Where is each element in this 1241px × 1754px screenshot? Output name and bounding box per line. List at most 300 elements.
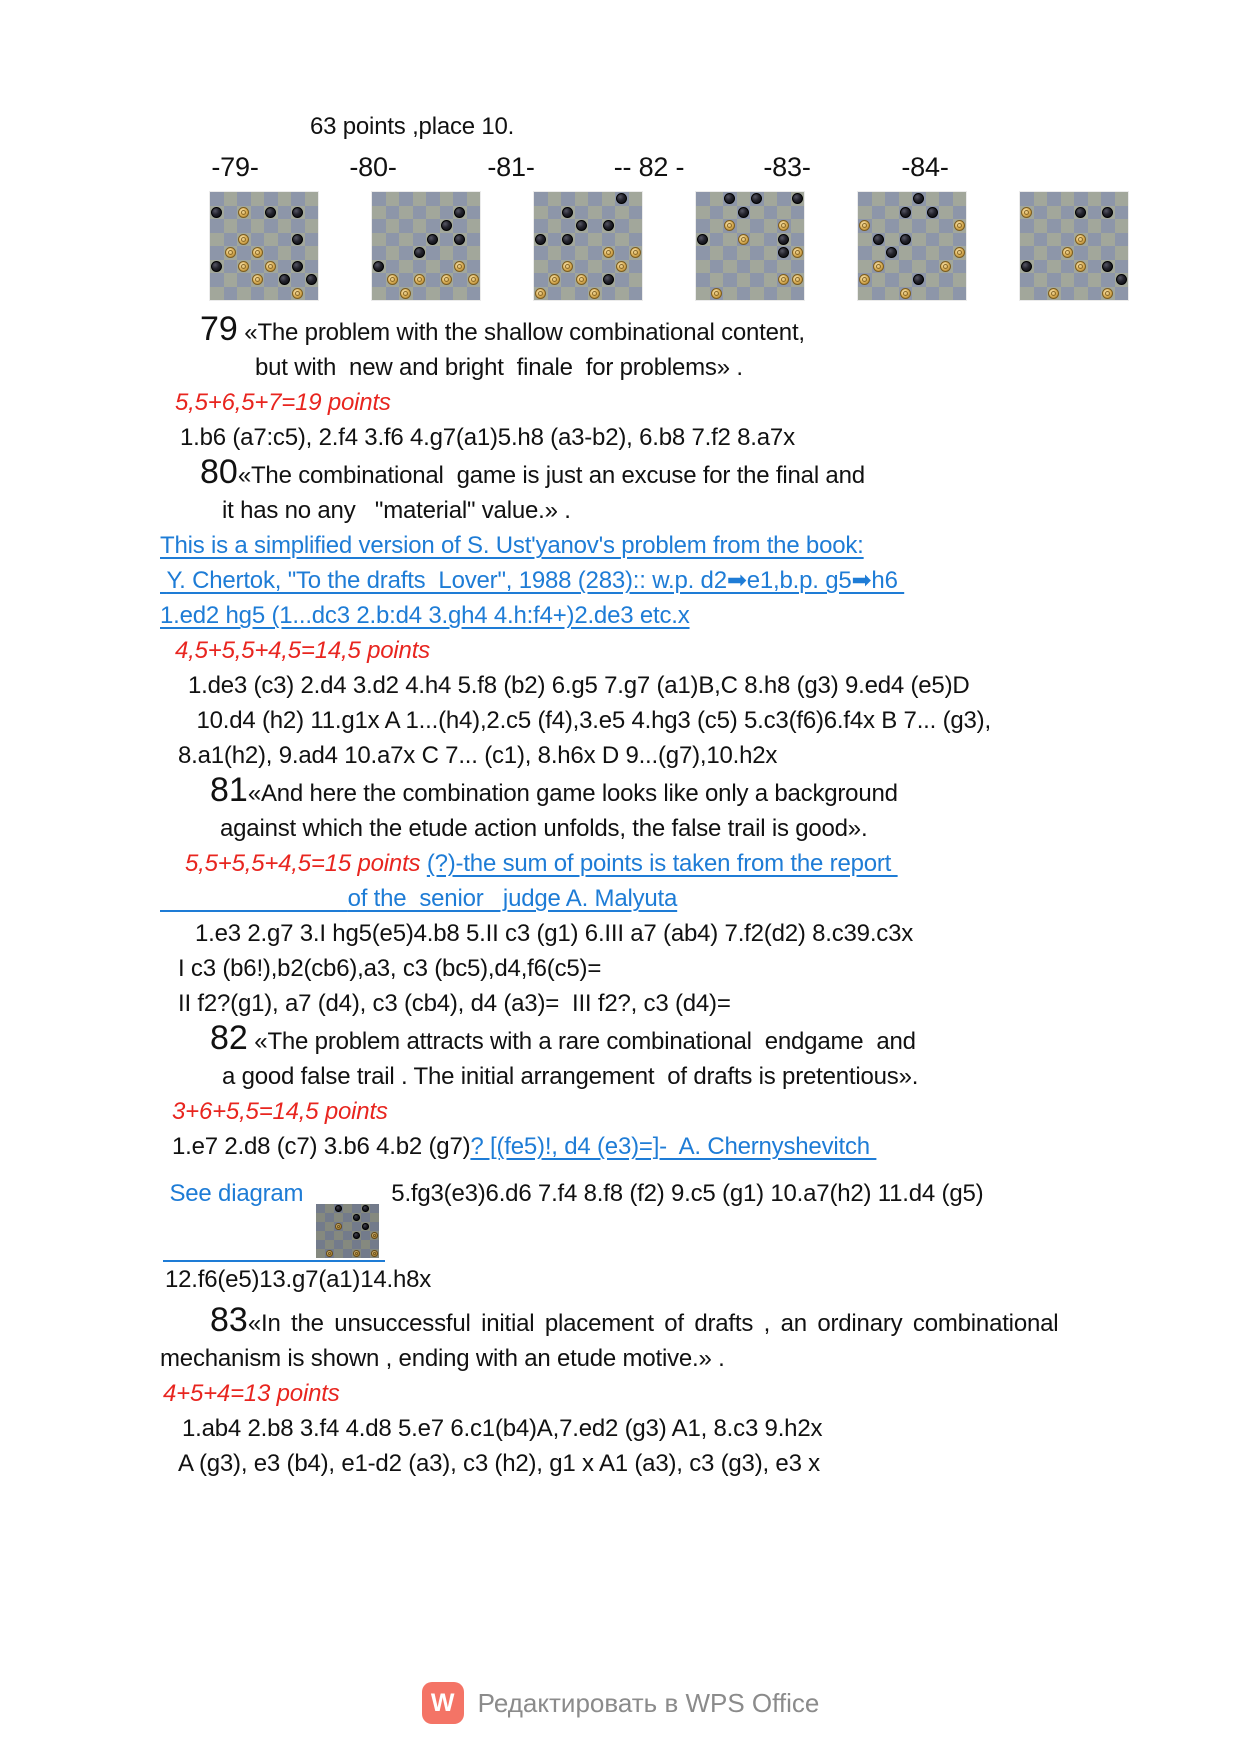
board-square xyxy=(737,246,751,260)
board-square xyxy=(399,206,413,220)
board-square xyxy=(912,246,926,260)
board-square xyxy=(237,273,251,287)
s83-quote-line1: «In the unsuccessful initial placement of drafts , an ordinary combinational xyxy=(247,1310,1059,1337)
board-square xyxy=(334,1213,343,1222)
s80-points: 4,5+5,5+4,5=14,5 points xyxy=(175,637,430,664)
checkers-board-81 xyxy=(534,192,642,300)
board-square xyxy=(1034,273,1048,287)
white-checker-piece xyxy=(792,274,803,285)
board-square xyxy=(575,233,589,247)
board-square xyxy=(926,219,940,233)
board-square xyxy=(372,219,386,233)
see-diagram-link[interactable]: See diagram xyxy=(163,1180,310,1207)
board-square xyxy=(278,246,292,260)
s79-quote-line1: «The problem with the shallow combinational content, xyxy=(237,319,805,346)
board-square xyxy=(885,192,899,206)
board-square xyxy=(386,287,400,301)
white-checker-piece xyxy=(630,247,641,258)
board-square xyxy=(305,192,319,206)
white-checker-piece xyxy=(792,247,803,258)
board-square xyxy=(224,260,238,274)
board-square xyxy=(1061,206,1075,220)
board-square xyxy=(791,219,805,233)
board-square xyxy=(953,192,967,206)
wps-footer-label: Редактировать в WPS Office xyxy=(477,1687,820,1718)
white-checker-piece xyxy=(353,1250,360,1257)
board-square xyxy=(777,287,791,301)
board-square xyxy=(1034,246,1048,260)
black-checker-piece xyxy=(738,207,749,218)
board-square xyxy=(1034,219,1048,233)
board-square xyxy=(305,206,319,220)
black-checker-piece xyxy=(211,261,222,272)
board-square xyxy=(561,219,575,233)
board-square xyxy=(1034,233,1048,247)
board-square xyxy=(710,260,724,274)
board-square xyxy=(278,260,292,274)
board-square xyxy=(899,260,913,274)
board-square xyxy=(885,233,899,247)
board-square xyxy=(615,206,629,220)
board-square xyxy=(467,260,481,274)
board-square xyxy=(224,206,238,220)
board-square xyxy=(588,260,602,274)
board-square xyxy=(426,287,440,301)
board-square xyxy=(1115,192,1129,206)
white-checker-piece xyxy=(441,274,452,285)
board-square xyxy=(1101,219,1115,233)
diagram-labels-row xyxy=(185,150,1241,184)
board-square xyxy=(305,219,319,233)
board-square xyxy=(723,246,737,260)
checkers-board-80 xyxy=(372,192,480,300)
board-square xyxy=(615,287,629,301)
board-square xyxy=(629,273,643,287)
s83-number: 83 xyxy=(210,1301,248,1339)
board-square xyxy=(1115,246,1129,260)
board-square xyxy=(602,260,616,274)
board-square xyxy=(372,287,386,301)
board-square xyxy=(352,1240,361,1249)
black-checker-piece xyxy=(292,207,303,218)
board-square xyxy=(1074,219,1088,233)
board-square xyxy=(1020,219,1034,233)
board-square xyxy=(602,233,616,247)
s82-moves-black: 1.e7 2.d8 (c7) 3.b6 4.b2 (g7) xyxy=(172,1133,471,1160)
board-square xyxy=(1020,233,1034,247)
board-square xyxy=(696,287,710,301)
board-square xyxy=(588,192,602,206)
board-square xyxy=(764,246,778,260)
black-checker-piece xyxy=(454,207,465,218)
board-square xyxy=(912,287,926,301)
s82-moves-line2: 5.fg3(e3)6.d6 7.f4 8.f8 (f2) 9.c5 (g1) 10.a7(h2) 11.d4 (g5) xyxy=(384,1180,984,1207)
board-square xyxy=(467,219,481,233)
s81-heading xyxy=(210,773,1241,811)
black-checker-piece xyxy=(353,1232,360,1239)
s82-heading xyxy=(210,1021,1241,1059)
board-square xyxy=(291,246,305,260)
board-square xyxy=(764,219,778,233)
white-checker-piece xyxy=(414,274,425,285)
board-square xyxy=(629,219,643,233)
black-checker-piece xyxy=(603,220,614,231)
board-square xyxy=(278,206,292,220)
board-square xyxy=(453,219,467,233)
board-square xyxy=(1047,219,1061,233)
board-square xyxy=(440,233,454,247)
board-square xyxy=(885,206,899,220)
checkers-board-79 xyxy=(210,192,318,300)
black-checker-piece xyxy=(211,207,222,218)
board-square xyxy=(764,260,778,274)
board-square xyxy=(953,206,967,220)
board-square xyxy=(1115,287,1129,301)
board-square xyxy=(858,233,872,247)
board-square xyxy=(426,192,440,206)
board-square xyxy=(885,219,899,233)
board-square xyxy=(370,1213,379,1222)
board-square xyxy=(334,1231,343,1240)
board-square xyxy=(1088,260,1102,274)
board-square xyxy=(370,1222,379,1231)
board-square xyxy=(386,206,400,220)
board-square xyxy=(696,273,710,287)
board-square xyxy=(361,1249,370,1258)
checkers-board-82 xyxy=(696,192,804,300)
board-square xyxy=(370,1240,379,1249)
black-checker-piece xyxy=(1116,274,1127,285)
board-square xyxy=(750,206,764,220)
board-square xyxy=(575,246,589,260)
board-square xyxy=(926,287,940,301)
s80-moves-line3: 8.a1(h2), 9.ad4 10.a7x C 7... (c1), 8.h6x D 9...(g7),10.h2x xyxy=(178,742,778,769)
board-square xyxy=(372,273,386,287)
s80-number: 80 xyxy=(200,453,238,491)
s81-points: 5,5+5,5+4,5=15 points xyxy=(185,850,427,877)
board-square xyxy=(334,1249,343,1258)
white-checker-piece xyxy=(589,288,600,299)
board-square xyxy=(1034,287,1048,301)
board-square xyxy=(316,1222,325,1231)
white-checker-piece xyxy=(292,288,303,299)
white-checker-piece xyxy=(265,261,276,272)
board-square xyxy=(413,192,427,206)
diagram-label-82: -- 82 - xyxy=(613,152,685,182)
white-checker-piece xyxy=(1062,247,1073,258)
board-square xyxy=(251,219,265,233)
board-square xyxy=(737,273,751,287)
s80-link-line3[interactable]: 1.ed2 hg5 (1...dc3 2.b:d4 3.gh4 4.h:f4+)2.de3 etc.x xyxy=(160,602,690,629)
white-checker-piece xyxy=(238,234,249,245)
white-checker-piece xyxy=(454,261,465,272)
see-diagram-link-wrap[interactable] xyxy=(163,1176,385,1262)
board-square xyxy=(1101,273,1115,287)
board-square xyxy=(210,287,224,301)
s81-quote-line1: «And here the combination game looks like only a background xyxy=(247,780,898,807)
board-square xyxy=(575,287,589,301)
s83-moves-line1: 1.ab4 2.b8 3.f4 4.d8 5.e7 6.c1(b4)A,7.ed2 (g3) A1, 8.c3 9.h2x xyxy=(182,1415,823,1442)
board-square xyxy=(343,1231,352,1240)
white-checker-piece xyxy=(873,261,884,272)
board-square xyxy=(602,206,616,220)
board-square xyxy=(316,1204,325,1213)
board-square xyxy=(926,192,940,206)
board-square xyxy=(440,192,454,206)
board-square xyxy=(858,206,872,220)
board-square xyxy=(278,219,292,233)
s81-points-line xyxy=(185,846,1241,881)
board-square xyxy=(588,206,602,220)
white-checker-piece xyxy=(326,1250,333,1257)
diagram-label-80: -80- xyxy=(349,152,397,182)
board-square xyxy=(386,233,400,247)
board-square xyxy=(1047,192,1061,206)
board-square xyxy=(750,233,764,247)
board-square xyxy=(1074,287,1088,301)
board-square xyxy=(316,1249,325,1258)
board-square xyxy=(224,219,238,233)
board-square xyxy=(370,1204,379,1213)
s80-quote-line1: «The combinational game is just an excuse for the final and xyxy=(237,462,865,489)
board-square xyxy=(1115,233,1129,247)
board-square xyxy=(386,246,400,260)
board-square xyxy=(426,219,440,233)
board-square xyxy=(224,273,238,287)
board-square xyxy=(1061,192,1075,206)
black-checker-piece xyxy=(562,234,573,245)
board-square xyxy=(872,273,886,287)
board-square xyxy=(953,260,967,274)
board-square xyxy=(737,287,751,301)
board-square xyxy=(224,192,238,206)
board-square xyxy=(264,192,278,206)
s82-quote-line2: a good false trail . The initial arrangement of drafts is pretentious». xyxy=(222,1063,919,1090)
s81-number: 81 xyxy=(210,771,248,809)
board-square xyxy=(534,246,548,260)
board-square xyxy=(561,287,575,301)
board-square xyxy=(629,260,643,274)
board-square xyxy=(1088,273,1102,287)
white-checker-piece xyxy=(576,274,587,285)
s79-heading xyxy=(200,312,1241,350)
board-square xyxy=(251,192,265,206)
black-checker-piece xyxy=(414,247,425,258)
black-checker-piece xyxy=(1102,261,1113,272)
board-square xyxy=(413,219,427,233)
board-square xyxy=(939,192,953,206)
board-square xyxy=(602,287,616,301)
board-square xyxy=(723,273,737,287)
s82-note-link[interactable]: ? [(fe5)!, d4 (e3)=]- A. Chernyshevitch xyxy=(470,1133,877,1160)
board-square xyxy=(278,233,292,247)
black-checker-piece xyxy=(697,234,708,245)
board-square xyxy=(325,1204,334,1213)
black-checker-piece xyxy=(873,234,884,245)
board-square xyxy=(953,287,967,301)
s80-link-line1[interactable]: This is a simplified version of S. Ust'yanov's problem from the book: xyxy=(160,532,864,559)
board-square xyxy=(264,287,278,301)
board-square xyxy=(615,273,629,287)
black-checker-piece xyxy=(362,1223,369,1230)
s79-points: 5,5+6,5+7=19 points xyxy=(175,389,391,416)
board-square xyxy=(1101,192,1115,206)
board-square xyxy=(534,219,548,233)
board-square xyxy=(575,192,589,206)
board-square xyxy=(548,287,562,301)
board-square xyxy=(615,246,629,260)
black-checker-piece xyxy=(292,261,303,272)
black-checker-piece xyxy=(279,274,290,285)
s82-number: 82 xyxy=(210,1019,248,1057)
board-square xyxy=(1047,206,1061,220)
board-square xyxy=(325,1240,334,1249)
black-checker-piece xyxy=(535,234,546,245)
white-checker-piece xyxy=(252,247,263,258)
board-square xyxy=(251,233,265,247)
board-square xyxy=(316,1240,325,1249)
board-square xyxy=(548,260,562,274)
board-square xyxy=(899,273,913,287)
board-square xyxy=(372,246,386,260)
board-square xyxy=(588,246,602,260)
board-square xyxy=(210,233,224,247)
wps-footer-bar[interactable] xyxy=(0,1682,1241,1724)
board-square xyxy=(696,260,710,274)
board-square xyxy=(413,260,427,274)
s81-moves-line1: 1.e3 2.g7 3.I hg5(e5)4.b8 5.II c3 (g1) 6.III a7 (ab4) 7.f2(d2) 8.c39.c3x xyxy=(195,920,914,947)
board-square xyxy=(440,246,454,260)
board-square xyxy=(939,219,953,233)
board-square xyxy=(1074,192,1088,206)
board-square xyxy=(426,246,440,260)
s81-moves-line2: I c3 (b6!),b2(cb6),a3, c3 (bc5),d4,f6(c5)= xyxy=(178,955,602,982)
board-square xyxy=(386,192,400,206)
white-checker-piece xyxy=(940,261,951,272)
board-square xyxy=(764,206,778,220)
board-square xyxy=(548,219,562,233)
board-square xyxy=(413,287,427,301)
board-square xyxy=(723,206,737,220)
board-square xyxy=(264,273,278,287)
board-square xyxy=(534,260,548,274)
black-checker-piece xyxy=(362,1205,369,1212)
board-square xyxy=(777,260,791,274)
board-square xyxy=(872,246,886,260)
board-square xyxy=(399,233,413,247)
board-square xyxy=(1088,246,1102,260)
white-checker-piece xyxy=(400,288,411,299)
board-square xyxy=(588,273,602,287)
board-square xyxy=(210,246,224,260)
s79-moves-line1: 1.b6 (a7:c5), 2.f4 3.f6 4.g7(a1)5.h8 (a3-b2), 6.b8 7.f2 8.a7x xyxy=(180,424,795,451)
white-checker-piece xyxy=(387,274,398,285)
board-square xyxy=(399,192,413,206)
s80-link-line2[interactable]: Y. Chertok, "To the drafts Lover", 1988 (283):: w.p. d2➡e1,b.p. g5➡h6 xyxy=(160,567,905,594)
board-square xyxy=(237,246,251,260)
board-square xyxy=(1061,287,1075,301)
board-square xyxy=(251,206,265,220)
board-square xyxy=(264,246,278,260)
board-square xyxy=(1034,206,1048,220)
white-checker-piece xyxy=(1048,288,1059,299)
board-square xyxy=(237,219,251,233)
board-square xyxy=(696,192,710,206)
board-square xyxy=(629,287,643,301)
board-square xyxy=(1034,260,1048,274)
board-square xyxy=(696,246,710,260)
board-square xyxy=(723,287,737,301)
s81-points-note-link[interactable]: (?)-the sum of points is taken from the report xyxy=(426,850,898,877)
board-square xyxy=(696,206,710,220)
board-square xyxy=(343,1240,352,1249)
black-checker-piece xyxy=(1021,261,1032,272)
board-square xyxy=(1047,233,1061,247)
board-square xyxy=(237,287,251,301)
board-square xyxy=(885,260,899,274)
board-square xyxy=(426,206,440,220)
board-square xyxy=(588,233,602,247)
board-square xyxy=(1115,260,1129,274)
board-square xyxy=(264,219,278,233)
board-square xyxy=(1061,233,1075,247)
board-square xyxy=(737,260,751,274)
black-checker-piece xyxy=(265,207,276,218)
board-square xyxy=(548,233,562,247)
board-square xyxy=(210,219,224,233)
board-square xyxy=(899,246,913,260)
board-square xyxy=(750,219,764,233)
s80-moves-line1: 1.de3 (c3) 2.d4 3.d2 4.h4 5.f8 (b2) 6.g5 7.g7 (a1)B,C 8.h8 (g3) 9.ed4 (e5)D xyxy=(188,672,970,699)
board-square xyxy=(453,287,467,301)
board-square xyxy=(899,219,913,233)
board-square xyxy=(361,1240,370,1249)
board-square xyxy=(1034,192,1048,206)
board-square xyxy=(361,1231,370,1240)
s83-heading xyxy=(210,1303,1241,1341)
board-square xyxy=(1020,287,1034,301)
white-checker-piece xyxy=(562,261,573,272)
board-square xyxy=(1047,260,1061,274)
board-square xyxy=(467,206,481,220)
board-square xyxy=(361,1213,370,1222)
board-square xyxy=(710,219,724,233)
s80-moves-line2: 10.d4 (h2) 11.g1x A 1...(h4),2.c5 (f4),3.e5 4.hg3 (c5) 5.c3(f6)6.f4x B 7... (g3), xyxy=(190,707,991,734)
board-square xyxy=(1088,192,1102,206)
white-checker-piece xyxy=(738,234,749,245)
s81-moves-line3: II f2?(g1), a7 (d4), c3 (cb4), d4 (a3)= III f2?, c3 (d4)= xyxy=(178,990,731,1017)
board-square xyxy=(764,273,778,287)
board-square xyxy=(602,192,616,206)
board-square xyxy=(453,192,467,206)
board-square xyxy=(467,233,481,247)
board-square xyxy=(1088,206,1102,220)
board-square xyxy=(737,219,751,233)
board-square xyxy=(372,233,386,247)
board-square xyxy=(237,192,251,206)
board-square xyxy=(629,206,643,220)
board-square xyxy=(777,192,791,206)
board-square xyxy=(548,246,562,260)
black-checker-piece xyxy=(353,1214,360,1221)
s80-quote-line2: it has no any "material" value.» . xyxy=(222,497,571,524)
board-square xyxy=(1101,246,1115,260)
board-square xyxy=(723,233,737,247)
diagram-label-81: -81- xyxy=(487,152,535,182)
board-square xyxy=(1088,233,1102,247)
board-square xyxy=(1088,287,1102,301)
s81-judge-link[interactable]: of the senior judge A. Malyuta xyxy=(160,885,678,912)
